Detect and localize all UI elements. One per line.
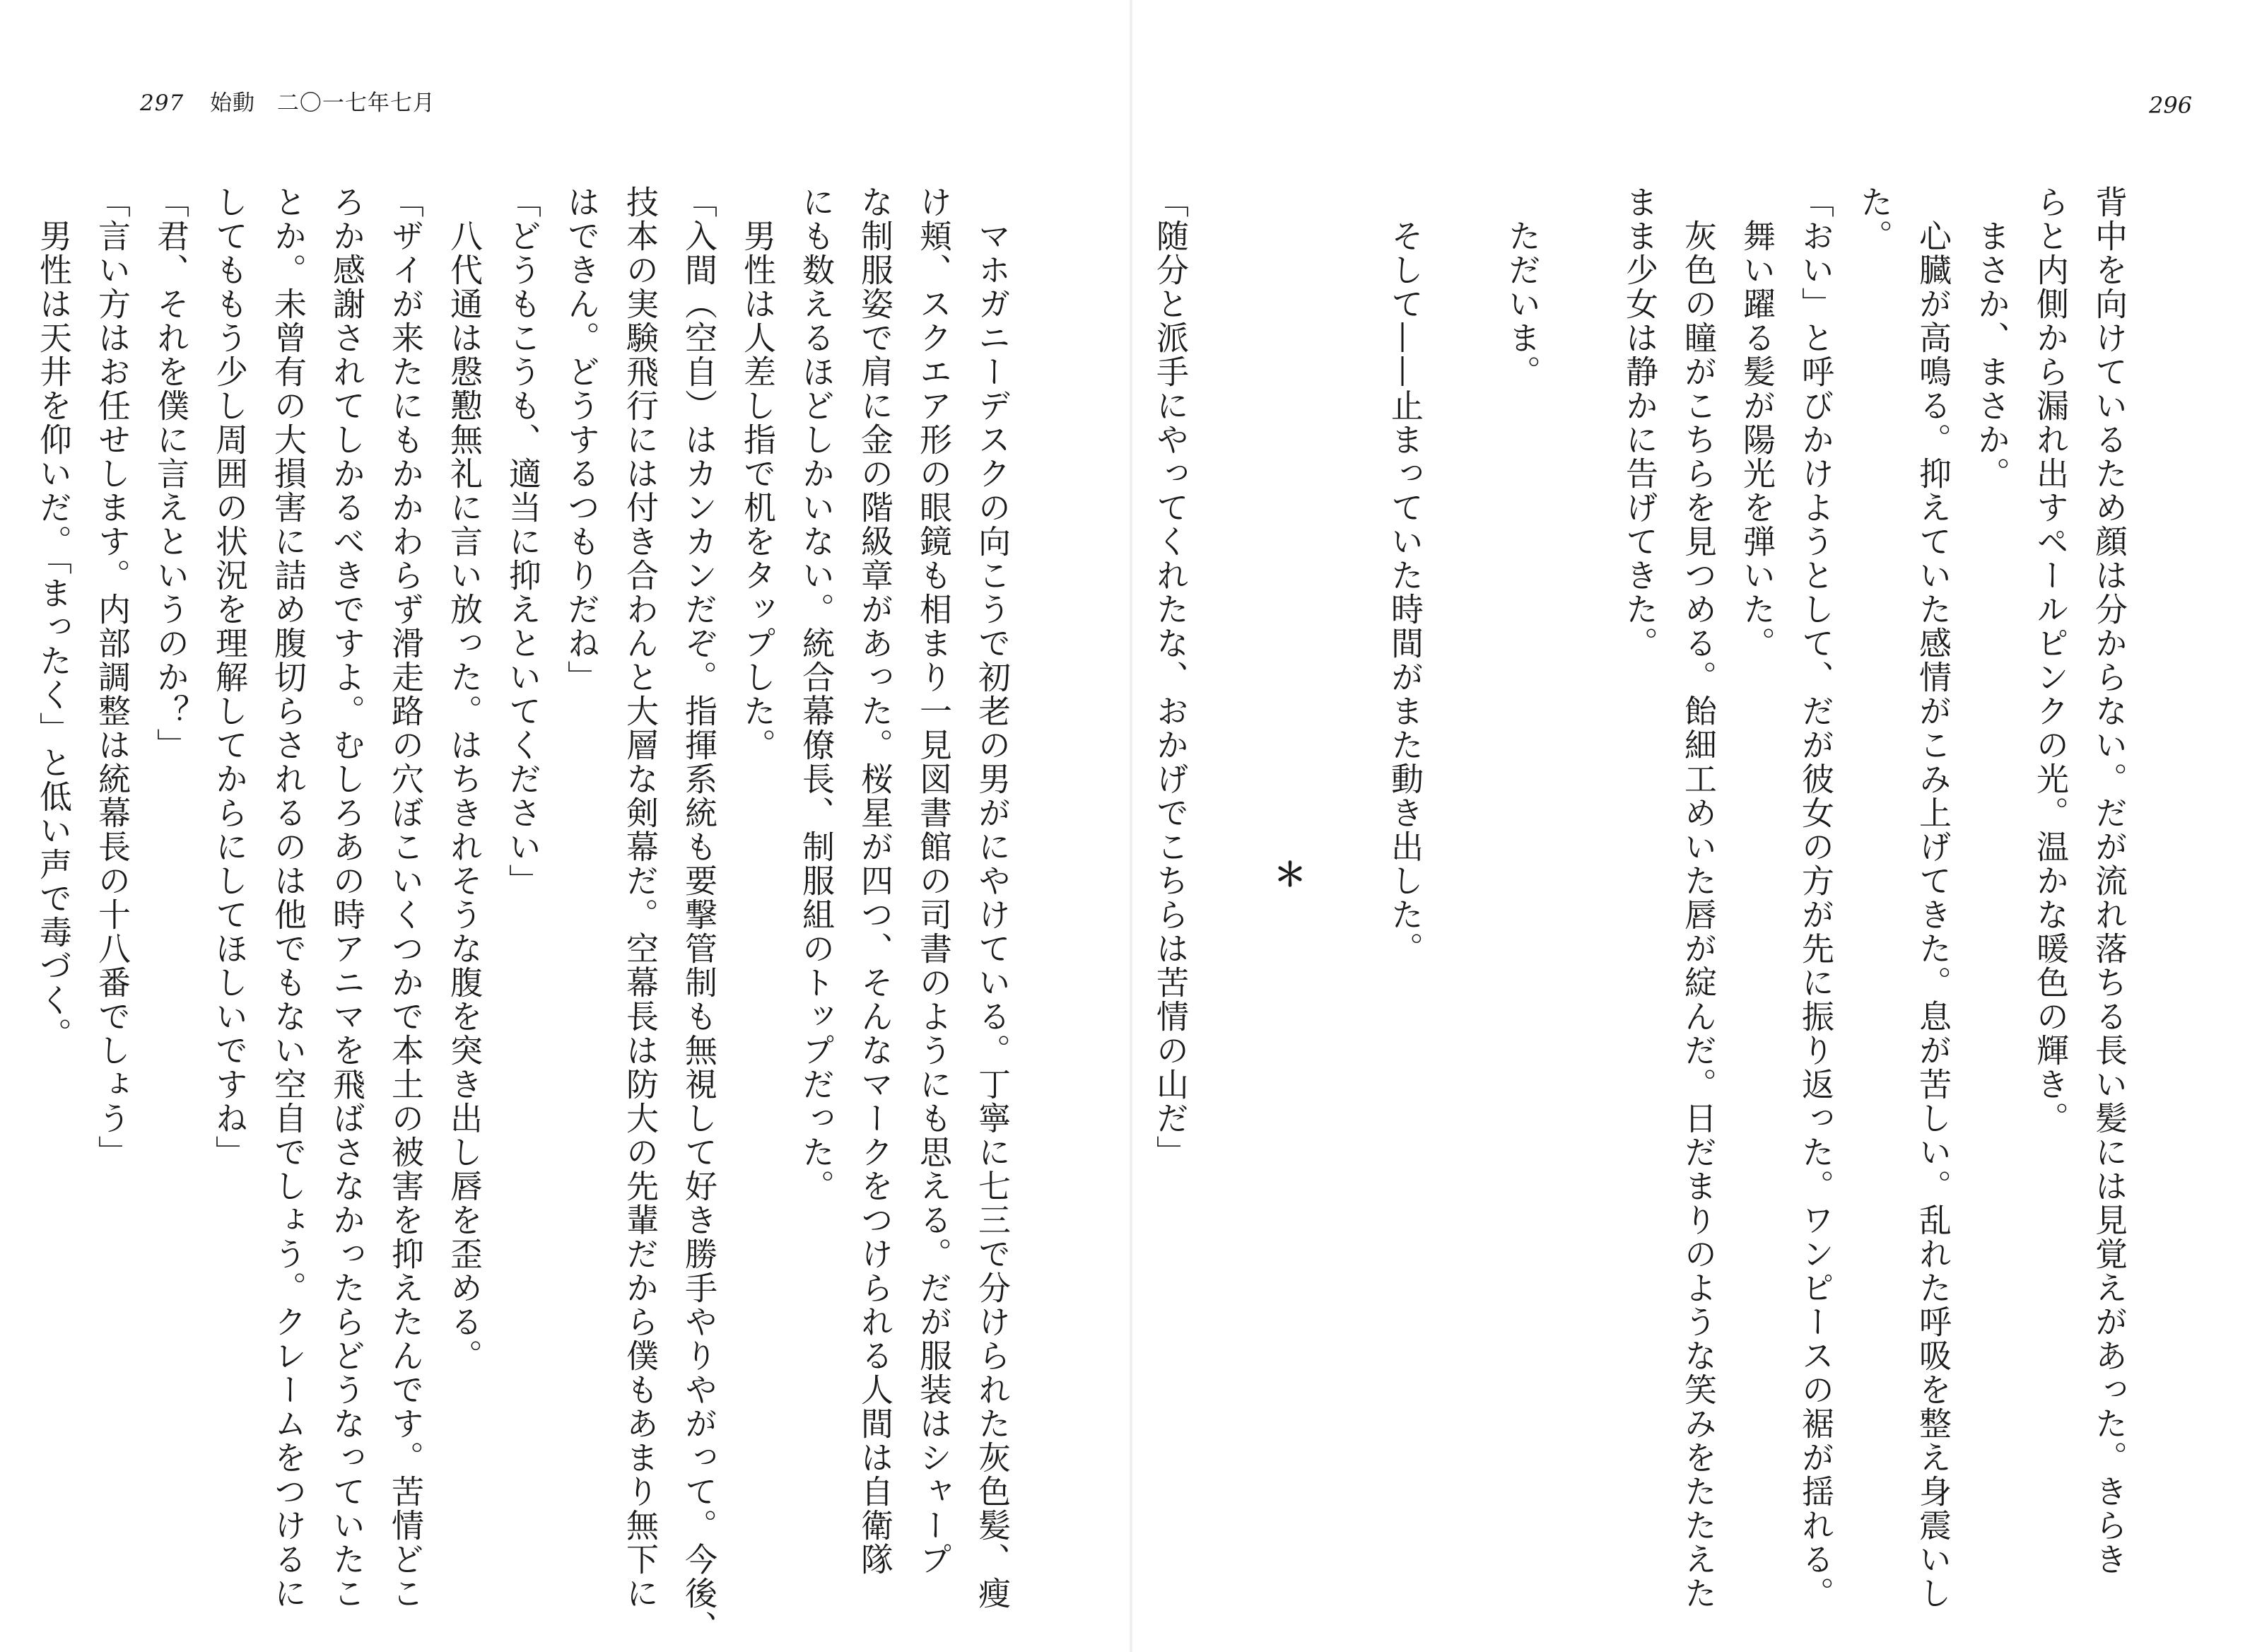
text-line: な制服姿で肩に金の階級章があった。桜星が四つ、そんなマークをつけられる人間は自衛隊	[856, 185, 894, 1576]
left-page-body	[35, 185, 1021, 1644]
page-number-left: 297	[140, 90, 184, 116]
text-line: にも数えるほどしかいない。統合幕僚長、制服組のトップだった。	[797, 185, 836, 1203]
chapter-date: 二〇一七年七月	[276, 90, 435, 116]
chapter-title: 始動	[210, 90, 256, 116]
text-line: そして——止まっていた時間がまた動き出した。	[1386, 185, 1424, 966]
text-line: け頬、スクエア形の眼鏡も相まり一見図書館の司書のようにも思える。だが服装はシャープ	[915, 185, 953, 1576]
scene-break-asterisk: ＊	[1269, 857, 1307, 891]
text-line: 男性は天井を仰いだ。「まったく」と低い声で毒づく。	[35, 185, 73, 1051]
text-line: 背中を向けているため顔は分からない。だが流れ落ちる長い髪には見覚えがあった。きらき	[2090, 185, 2128, 1576]
text-line: 「ザイが来たにもかかわらず滑走路の穴ぼこいくつかで本土の被害を抑えたんです。苦情どこ	[387, 185, 425, 1610]
text-line: ただいま。	[1504, 185, 1542, 389]
text-line: ろか感謝されてしかるべきですよ。むしろあの時アニマを飛ばさなかったらどうなっていたこ	[328, 185, 366, 1610]
text-line: 八代通は慇懃無礼に言い放った。はちきれそうな腹を突き出し唇を歪める。	[445, 185, 484, 1373]
text-line: まさか、まさか。	[1973, 185, 2011, 491]
text-line: 「言い方はお任せします。内部調整は統幕長の十八番でしょう」	[93, 185, 131, 1169]
text-line: してももう少し周囲の状況を理解してからにしてほしいですね」	[211, 185, 249, 1169]
text-line: 「随分と派手にやってくれたな、おかげでこちらは苦情の山だ」	[1151, 185, 1190, 1169]
text-line: 心臓が高鳴る。抑えていた感情がこみ上げてきた。息が苦しい。乱れた呼吸を整え身震いし	[1914, 185, 1952, 1610]
text-line: 「君、それを僕に言えというのか？」	[152, 185, 190, 762]
text-line: マホガニーデスクの向こうで初老の男がにやけている。丁寧に七三で分けられた灰色髪、瘦	[973, 185, 1012, 1610]
text-line: 「入間（空自）はカンカンだぞ。指揮系統も要撃管制も無視して好き勝手やりやがって。今後、	[680, 185, 718, 1644]
text-line: 「どうもこうも、適当に抑えといてください」	[504, 185, 542, 898]
running-head	[140, 85, 435, 117]
text-line: 男性は人差し指で机をタップした。	[739, 185, 777, 762]
text-line: まま少女は静かに告げてきた。	[1621, 185, 1659, 660]
page-number-right: 296	[2149, 92, 2193, 119]
text-line: 舞い躍る髪が陽光を弾いた。	[1738, 185, 1776, 660]
text-line: はできん。どうするつもりだね」	[563, 185, 601, 694]
text-line: 「おい」と呼びかけようとして、だが彼女の方が先に振り返った。ワンピースの裾が揺れる。	[1797, 185, 1835, 1610]
text-line: とか。未曾有の大損害に詰め腹切らされるのは他でもない空自でしょう。クレームをつけるに	[269, 185, 307, 1610]
text-line: た。	[1856, 185, 1894, 253]
text-line: 技本の実験飛行には付き合わんと大層な剣幕だ。空幕長は防大の先輩だから僕もあまり無下に	[621, 185, 660, 1610]
text-line: 灰色の瞳がこちらを見つめる。飴細工めいた唇が綻んだ。日だまりのような笑みをたたえた	[1680, 185, 1718, 1610]
text-line: らと内側から漏れ出すペールピンクの光。温かな暖色の輝き。	[2032, 185, 2070, 1135]
right-page	[1131, 0, 2262, 1652]
right-page-body	[1151, 185, 2138, 1610]
